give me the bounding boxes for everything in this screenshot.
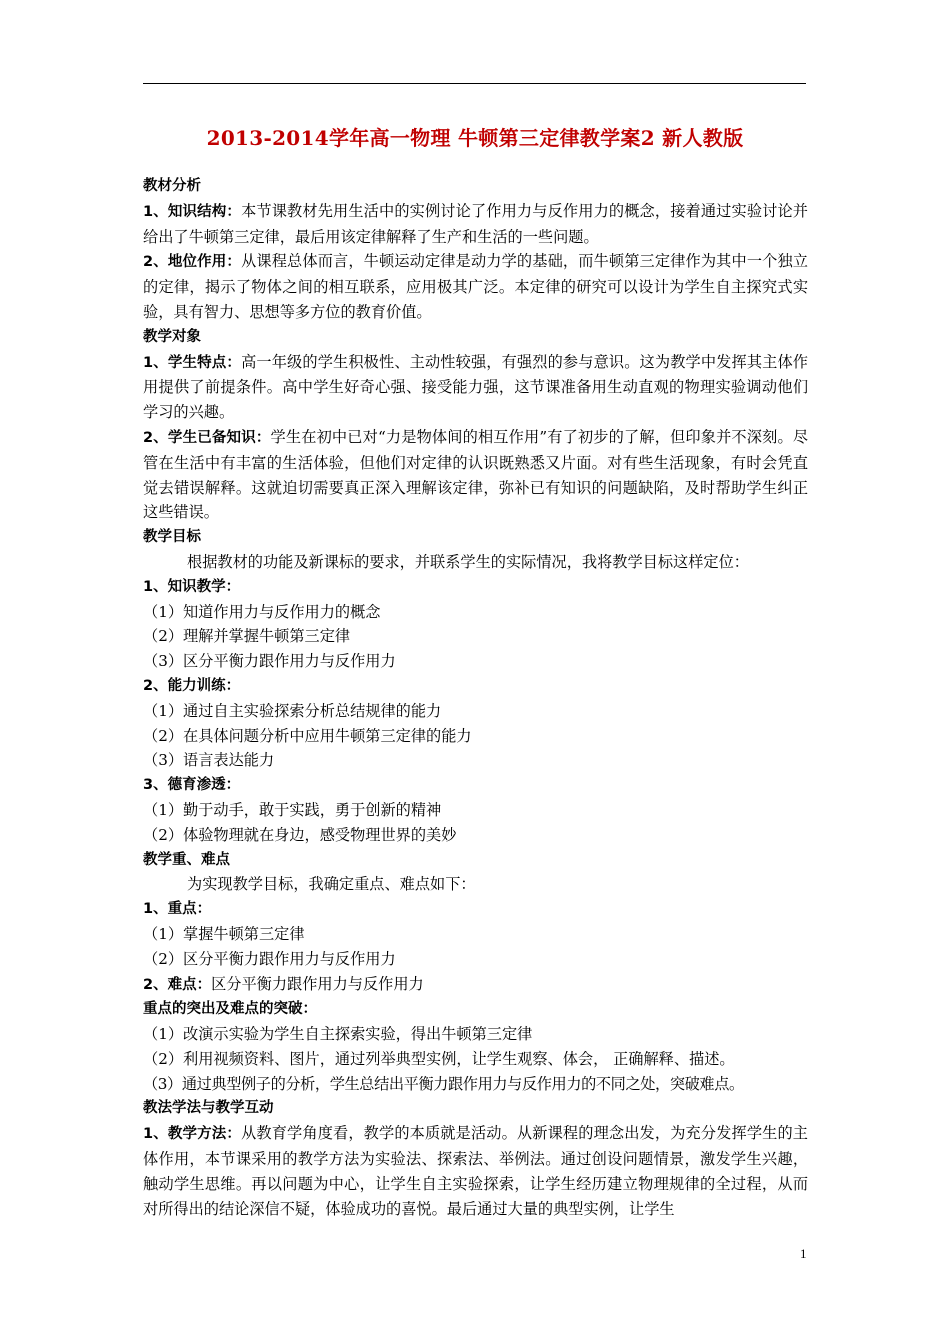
- paragraph-label: 1、知识结构：: [143, 203, 242, 220]
- paragraph-teaching-method: [143, 1121, 808, 1221]
- paragraph-label: 1、教学方法：: [143, 1126, 242, 1143]
- paragraph-text: 区分平衡力跟作用力与反作用力: [211, 974, 424, 993]
- header-rule: [143, 83, 806, 84]
- list-item: （3）区分平衡力跟作用力与反作用力: [143, 652, 396, 671]
- breakthrough-heading: 重点的突出及难点的突破：: [143, 1001, 317, 1018]
- section-heading-teaching-goals: 教学目标: [143, 529, 201, 546]
- paragraph-label: 2、地位作用：: [143, 254, 242, 271]
- list-item: （2）体验物理就在身边，感受物理世界的美妙: [143, 825, 457, 844]
- list-item: （3）通过典型例子的分析，学生总结出平衡力跟作用力与反作用力的不同之处，突破难点。: [143, 1074, 744, 1093]
- key-points-label: 1、重点：: [143, 901, 212, 918]
- goal-group-ability: 2、能力训练：: [143, 677, 241, 694]
- section-heading-material-analysis: 教材分析: [143, 178, 201, 194]
- list-item: （1）掌握牛顿第三定律: [143, 924, 305, 943]
- paragraph-label: 1、学生特点：: [143, 354, 242, 371]
- list-item: （2）区分平衡力跟作用力与反作用力: [143, 949, 396, 968]
- list-item: （1）勤于动手，敢于实践，勇于创新的精神: [143, 800, 442, 819]
- paragraph-label: 2、难点：: [143, 976, 212, 993]
- list-item: （2）在具体问题分析中应用牛顿第三定律的能力: [143, 726, 472, 745]
- paragraph-text: 学生在初中已对“力是物体间的相互作用”有了初步的了解，但印象并不深刻。尽管在生活中有丰富的生活体验，但他们对定律的认识既熟悉又片面。对有些生活现象，有时会凭直觉去错误解释。这就迫切需要真正深入理解该定律，弥补已有知识的问题缺陷，及时帮助学生纠正这些错误。: [143, 427, 809, 522]
- goals-intro: 根据教材的功能及新课标的要求，并联系学生的实际情况，我将教学目标这样定位：: [187, 552, 749, 571]
- paragraph-label: 2、学生已备知识：: [143, 429, 271, 446]
- goal-group-knowledge: 1、知识教学：: [143, 578, 241, 595]
- section-heading-teaching-method: 教法学法与教学互动: [143, 1100, 274, 1117]
- paragraph-text: 高一年级的学生积极性、主动性较强，有强烈的参与意识。这为教学中发挥其主体作用提供了前提条件。高中学生好奇心强、接受能力强，这节课准备用生动直观的物理实验调动他们学习的兴趣。: [143, 352, 808, 422]
- section-heading-key-difficult: 教学重、难点: [143, 851, 230, 868]
- section-heading-teaching-object: 教学对象: [143, 328, 201, 345]
- paragraph-position-role: [143, 249, 808, 324]
- paragraph-prior-knowledge: [143, 425, 808, 525]
- page-number: 1: [800, 1246, 807, 1261]
- list-item: （1）改演示实验为学生自主探索实验，得出牛顿第三定律: [143, 1025, 533, 1044]
- difficult-point: [143, 972, 808, 998]
- key-intro: 为实现教学目标，我确定重点、难点如下：: [187, 875, 476, 894]
- paragraph-text: 从课程总体而言，牛顿运动定律是动力学的基础，而牛顿第三定律作为其中一个独立的定律，揭示了物体之间的相互联系，应用极其广泛。本定律的研究可以设计为学生自主探究式实验，具有智力、思想等多方位的教育价值。: [143, 252, 808, 321]
- paragraph-student-traits: [143, 350, 808, 425]
- paragraph-text: 本节课教材先用生活中的实例讨论了作用力与反作用力的概念，接着通过实验讨论并给出了牛顿第三定律，最后用该定律解释了生产和生活的一些问题。: [143, 201, 808, 246]
- list-item: （3）语言表达能力: [143, 751, 275, 770]
- paragraph-text: 从教育学角度看，教学的本质就是活动。从新课程的理念出发，为充分发挥学生的主体作用，本节课采用的教学方法为实验法、探索法、举例法。通过创设问题情景，激发学生兴趣，触动学生思维。再以问题为中心，让学生自主实验探索，让学生经历建立物理规律的全过程，从而对所得出的结论深信不疑，体验成功的喜悦。最后通过大量的典型实例，让学生: [143, 1124, 808, 1218]
- list-item: （1）知道作用力与反作用力的概念: [143, 602, 381, 621]
- list-item: （2）利用视频资料、图片，通过列举典型实例，让学生观察、体会， 正确解释、描述。: [143, 1049, 735, 1068]
- document-body: [143, 174, 808, 1221]
- paragraph-knowledge-structure: [143, 199, 808, 250]
- document-title: 2013-2014学年高一物理 牛顿第三定律教学案2 新人教版: [206, 126, 744, 150]
- list-item: （2）理解并掌握牛顿第三定律: [143, 627, 351, 646]
- list-item: （1）通过自主实验探索分析总结规律的能力: [143, 701, 442, 720]
- goal-group-moral: 3、德育渗透：: [143, 777, 241, 794]
